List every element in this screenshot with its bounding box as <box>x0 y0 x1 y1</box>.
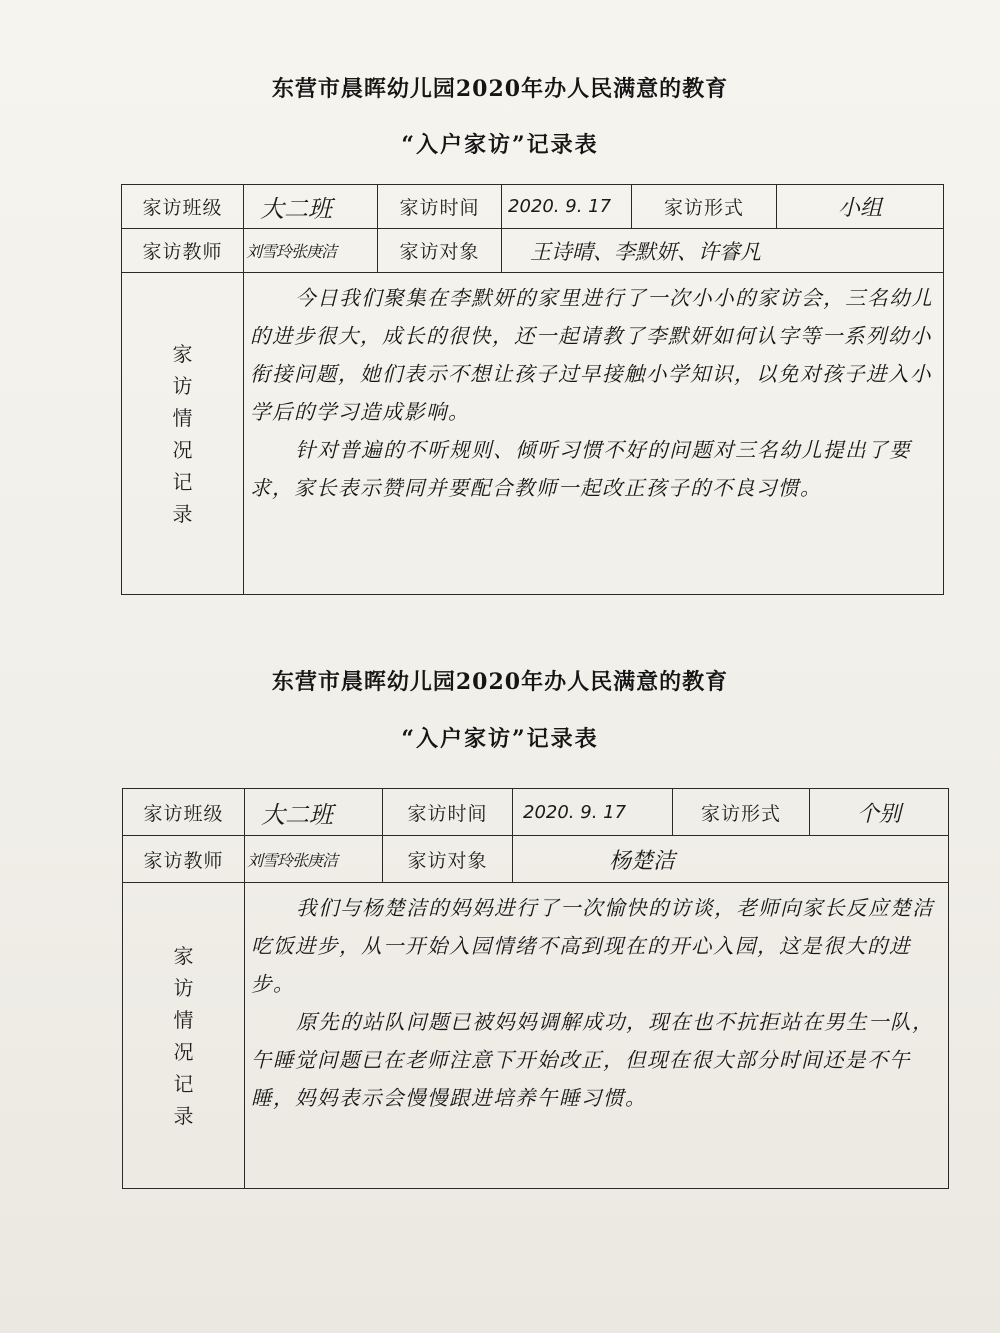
form-2-paragraph-1: 我们与杨楚洁的妈妈进行了一次愉快的访谈，老师向家长反应楚洁吃饭进步，从一开始入园情绪不高到现在的开心入园，这是很大的进步。 <box>251 896 935 996</box>
form-1-paragraph-1: 今日我们聚集在李默妍的家里进行了一次小小的家访会，三名幼儿的进步很大，成长的很快，还一起请教了李默妍如何认字等一系列幼小衔接问题，她们表示不想让孩子过早接触小学知识，以免对孩子进入小学后的学习造成影响。 <box>250 286 934 424</box>
form-1-form-label: 家访形式 <box>632 185 777 229</box>
form-1-class-label: 家访班级 <box>122 185 244 229</box>
form-1-record-char: 录 <box>172 501 193 526</box>
form-1-record-char: 记 <box>172 469 193 494</box>
form-2-title: 东营市晨晖幼儿园2020年办人民满意的教育 <box>271 669 729 695</box>
form-2-time-label: 家访时间 <box>383 789 513 836</box>
form-1-record-label <box>122 273 244 595</box>
form-1-time-label: 家访时间 <box>378 185 502 229</box>
form-1-record-notes <box>244 273 944 595</box>
form-2-record-char: 记 <box>173 1071 194 1096</box>
form-1-record-char: 情 <box>172 405 193 430</box>
form-2-record-char: 录 <box>173 1103 194 1128</box>
form-1-table <box>121 184 944 595</box>
form-1-target-label: 家访对象 <box>378 229 502 273</box>
form-1-teacher-label: 家访教师 <box>122 229 244 273</box>
form-1-record-char: 家 <box>172 341 193 366</box>
form-1-teacher-value: 刘雪玲张庚洁 <box>244 229 378 273</box>
form-1-target-value: 王诗晴、李默妍、许睿凡 <box>502 229 944 273</box>
form-2-teacher-label: 家访教师 <box>123 836 245 883</box>
form-2-target-value: 杨楚洁 <box>513 836 949 883</box>
form-2-class-value: 大二班 <box>245 789 383 836</box>
form-2-record-char: 家 <box>173 943 194 968</box>
form-2-class-label: 家访班级 <box>123 789 245 836</box>
form-2-record-label <box>123 883 245 1189</box>
form-2-record-char: 访 <box>173 975 194 1000</box>
form-1-record-char: 况 <box>172 437 193 462</box>
form-2-time-value: 2020. 9. 17 <box>513 789 673 836</box>
form-1-time-value: 2020. 9. 17 <box>502 185 632 229</box>
form-2-form-value: 个别 <box>810 789 949 836</box>
form-1-subtitle: “入户家访”记录表 <box>401 132 599 158</box>
form-2-teacher-value: 刘雪玲张庚洁 <box>245 836 383 883</box>
form-2-record-notes <box>245 883 949 1189</box>
form-1-title: 东营市晨晖幼儿园2020年办人民满意的教育 <box>271 76 729 102</box>
form-2-record-char: 情 <box>173 1007 194 1032</box>
form-1-record-char: 访 <box>172 373 193 398</box>
form-1-form-value: 小组 <box>777 185 944 229</box>
form-2-record-char: 况 <box>173 1039 194 1064</box>
form-2-target-label: 家访对象 <box>383 836 513 883</box>
form-2-paragraph-2: 原先的站队问题已被妈妈调解成功，现在也不抗拒站在男生一队，午睡觉问题已在老师注意下开始改正，但现在很大部分时间还是不午睡，妈妈表示会慢慢跟进培养午睡习惯。 <box>251 1010 935 1110</box>
form-1-class-value: 大二班 <box>244 185 378 229</box>
form-1-paragraph-2: 针对普遍的不听规则、倾听习惯不好的问题对三名幼儿提出了要求，家长表示赞同并要配合教师一起改正孩子的不良习惯。 <box>250 438 912 500</box>
form-2-form-label: 家访形式 <box>673 789 810 836</box>
form-2-subtitle: “入户家访”记录表 <box>401 726 599 752</box>
form-2-table <box>122 788 949 1189</box>
